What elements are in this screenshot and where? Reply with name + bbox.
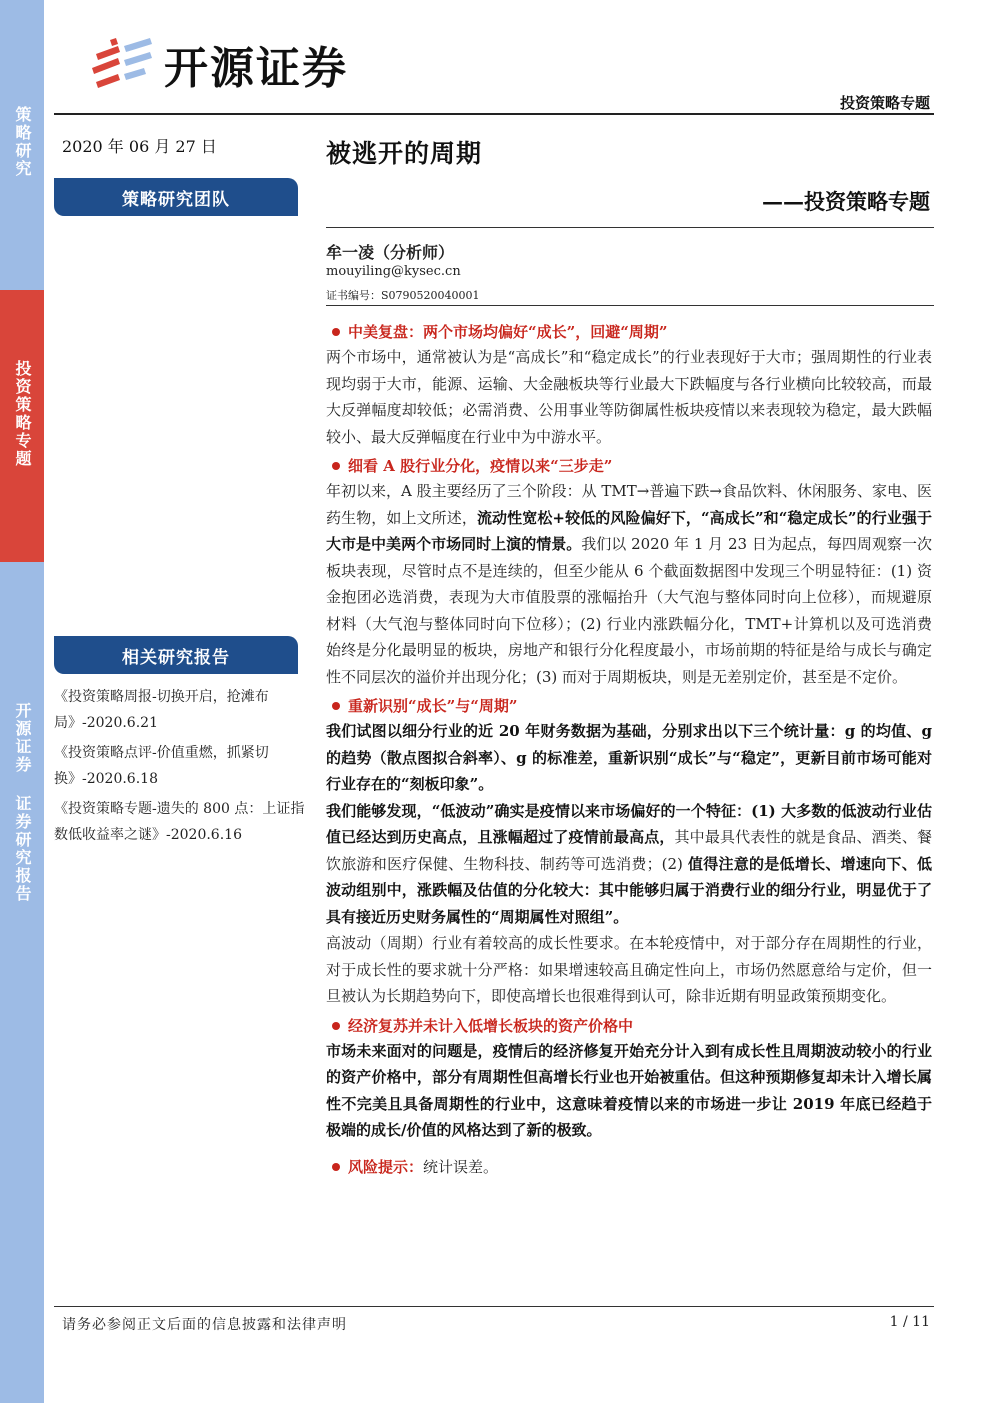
section-paragraph: 我们能够发现，“低波动”确实是疫情以来市场偏好的一个特征：(1) 大多数的低波动行业估值已经达到历史高点，且涨幅超过了疫情前最高点，其中最具代表性的就是食品、酒类、餐饮旅游和医疗保健、生物科技、制药等可选消费；(2) 值得注意的是低增长、增速向下、低波动组别中，涨跌幅及估值的分化较大：其中能够归属于消费行业的细分行业，明显优于了具有接近历史财务属性的“周期属性对照组”。 bbox=[326, 801, 932, 926]
footer-divider bbox=[54, 1306, 934, 1307]
section-paragraph: 高波动（周期）行业有着较高的成长性要求。在本轮疫情中，对于部分存在周期性的行业，对于成长性的要求就十分严格：如果增速较高且确定性向上，市场仍然愿意给与定价，但一旦被认为长期趋势向下，即使高增长也很难得到认可，除非近期有明显政策预期变化。 bbox=[326, 934, 932, 1005]
bullet-dot-icon bbox=[332, 1022, 340, 1030]
section-heading: 中美复盘：两个市场均偏好“成长”，回避“周期” bbox=[326, 320, 932, 344]
title-divider bbox=[326, 227, 934, 228]
author-name: 牟一凌（分析师） bbox=[326, 243, 455, 262]
side-strip-topic: 投资策略专题 bbox=[0, 290, 44, 562]
related-report-link[interactable]: 《投资策略专题-遗失的 800 点：上证指数低收益率之谜》-2020.6.16 bbox=[54, 801, 305, 843]
related-report-link[interactable]: 《投资策略周报-切换开启，抢滩布局》-2020.6.21 bbox=[54, 689, 269, 731]
logo-mark-icon bbox=[88, 36, 158, 92]
bullet-dot-icon bbox=[332, 1163, 340, 1171]
section-heading: 经济复苏并未计入低增长板块的资产价格中 bbox=[326, 1014, 932, 1038]
bullet-dot-icon bbox=[332, 462, 340, 470]
section-paragraph: 我们试图以细分行业的近 20 年财务数据为基础，分别求出以下三个统计量：g 的均值、g 的趋势（散点图拟合斜率）、g 的标准差，重新识别“成长”与“稳定”，更新目前市场可能对行业存在的“刻板印象”。 bbox=[326, 722, 932, 793]
report-title: 被逃开的周期 bbox=[326, 139, 483, 168]
section-paragraph: 市场未来面对的问题是，疫情后的经济修复开始充分计入到有成长性且周期波动较小的行业的资产价格中，部分有周期性但高增长行业也开始被重估。但这种预期修复却未计入增长属性不完美且具备周期性的行业中，这意味着疫情以来的市场进一步让 2019 年底已经趋于极端的成长/价值的风格达到了新的极致。 bbox=[326, 1041, 932, 1139]
author-divider bbox=[326, 305, 934, 306]
report-summary bbox=[326, 316, 932, 1180]
brand-name: 开源证券 bbox=[164, 43, 348, 94]
page-number: 1 / 11 bbox=[889, 1314, 930, 1330]
bullet-dot-icon bbox=[332, 702, 340, 710]
section-heading: 细看 A 股行业分化，疫情以来“三步走” bbox=[326, 454, 932, 478]
section-paragraph: 年初以来，A 股主要经历了三个阶段：从 TMT→普遍下跌→食品饮料、休闲服务、家电、医药生物，如上文所述，流动性宽松+较低的风险偏好下，“高成长”和“稳定成长”的行业强于大市是中美两个市场同时上演的情景。我们以 2020 年 1 月 23 日为起点，每四周观察一次板块表现，尽管时点不是连续的，但至少能从 6 个截面数据图中发现三个明显特征：(1) 资金抱团必选消费，表现为大市值股票的涨幅抬升（大气泡与整体同时向上位移），而规避原材料（大气泡与整体同时向下位移）；(2) 行业内涨跌幅分化，TMT+计算机以及可选消费始终是分化最明显的板块，房地产和银行分化程度最小，市场前期的特征是给与成长与确定性不同层次的溢价并出现分化；(3) 而对于周期板块，则是无差别定价，甚至是不定价。 bbox=[326, 482, 932, 686]
report-subtitle: ——投资策略专题 bbox=[762, 189, 930, 214]
author-email[interactable]: mouyiling@kysec.cn bbox=[326, 264, 461, 279]
section-paragraph: 两个市场中，通常被认为是“高成长”和“稳定成长”的行业表现好于大市；强周期性的行业表现均弱于大市，能源、运输、大金融板块等行业最大下跌幅度与各行业横向比较较高，而最大反弹幅度却较低；必需消费、公用事业等防御属性板块疫情以来表现较为稳定，最大跌幅较小、最大反弹幅度在行业中为中游水平。 bbox=[326, 348, 932, 446]
header-tag: 投资策略专题 bbox=[839, 94, 930, 112]
risk-note: 风险提示：统计误差。 bbox=[326, 1154, 932, 1180]
header-divider bbox=[54, 113, 934, 115]
side-strip-brand: 开源证券 证券研究报告 bbox=[0, 562, 44, 1403]
team-label: 策略研究团队 bbox=[54, 178, 298, 216]
related-report-link[interactable]: 《投资策略点评-价值重燃，抓紧切换》-2020.6.18 bbox=[54, 745, 269, 787]
author-cert: 证书编号：S0790520040001 bbox=[326, 289, 480, 302]
section-heading: 重新识别“成长”与“周期” bbox=[326, 694, 932, 718]
related-reports-label: 相关研究报告 bbox=[54, 636, 298, 674]
footer-disclaimer: 请务必参阅正文后面的信息披露和法律声明 bbox=[62, 1317, 347, 1333]
side-strip-strategy: 策略研究 bbox=[0, 100, 44, 290]
report-date: 2020 年 06 月 27 日 bbox=[62, 137, 217, 156]
bullet-dot-icon bbox=[332, 328, 340, 336]
brand-logo bbox=[88, 32, 348, 96]
related-reports-list bbox=[54, 684, 310, 852]
